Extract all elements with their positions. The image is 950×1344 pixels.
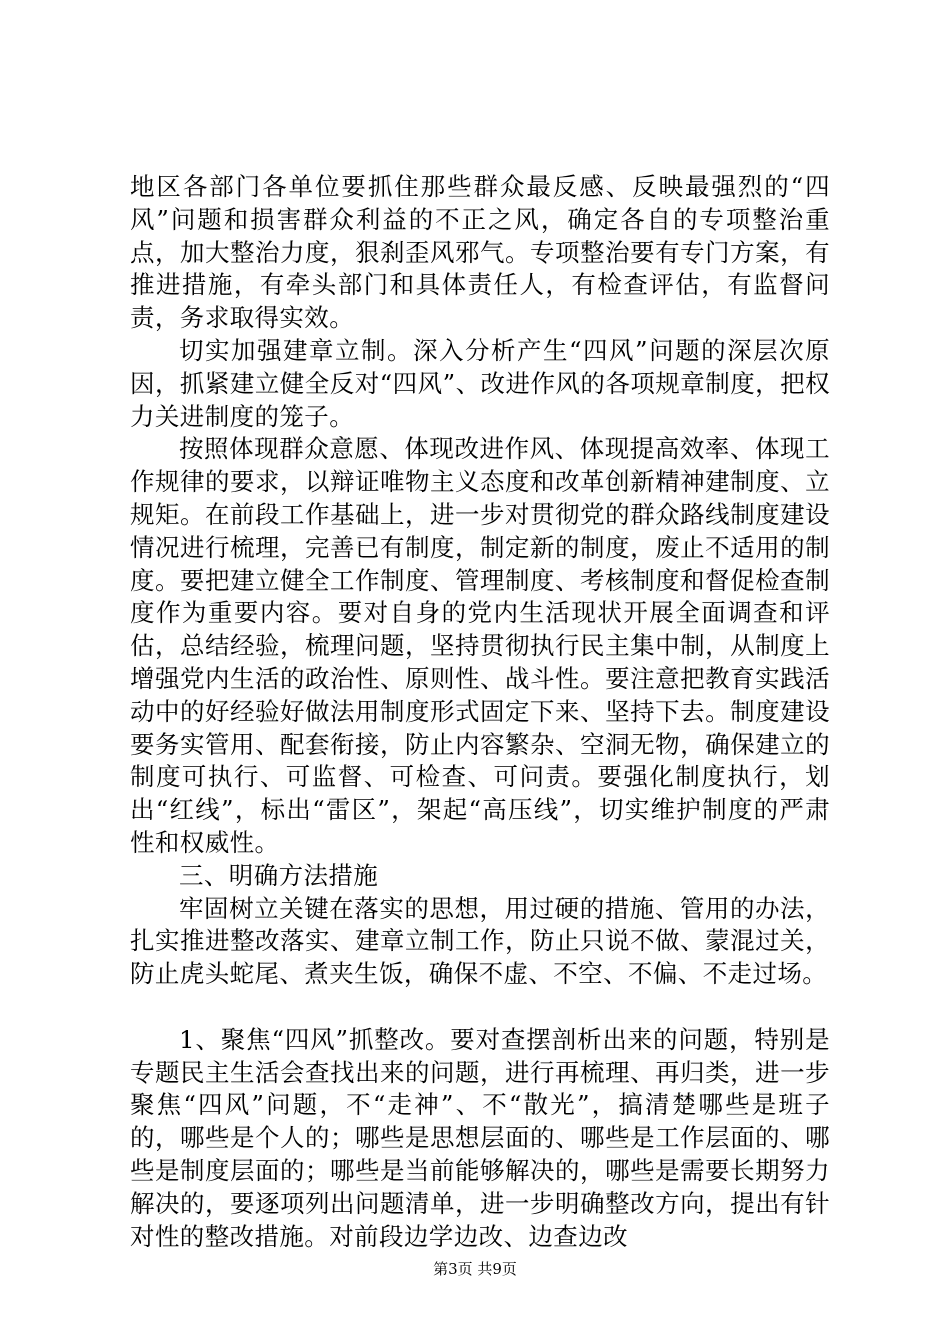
paragraph-special-rectification: 地区各部门各单位要抓住那些群众最反感、反映最强烈的“四风”问题和损害群众利益的不正之风，确定各自的专项整治重点，加大整治力度，狠刹歪风邪气。专项整治要有专门方案，有推进措施，有牵头部门和具体责任人，有检查评估，有监督问责，务求取得实效。 (130, 172, 830, 333)
page-footer: 第3页 共9页 (433, 1260, 517, 1278)
paragraph-spacer (130, 991, 830, 1024)
paragraph-focus-four-winds: 1、聚焦“四风”抓整改。要对查摆剖析出来的问题，特别是专题民主生活会查找出来的问题，进行再梳理、再归类，进一步聚焦“四风”问题，不“走神”、不“散光”，搞清楚哪些是班子的，哪些是个人的；哪些是思想层面的、哪些是工作层面的、哪些是制度层面的；哪些是当前能够解决的，哪些是需要长期努力解决的，要逐项列出问题清单，进一步明确整改方向，提出有针对性的整改措施。对前段边学边改、边查边改 (130, 1024, 830, 1251)
section-heading-methods: 三、明确方法措施 (179, 860, 379, 890)
paragraph-institution-building: 切实加强建章立制。深入分析产生“四风”问题的深层次原因，抓紧建立健全反对“四风”、改进作风的各项规章制度，把权力关进制度的笼子。 (130, 335, 830, 431)
paragraph-implementation: 牢固树立关键在落实的思想，用过硬的措施、管用的办法，扎实推进整改落实、建章立制工作，防止只说不做、蒙混过关，防止虎头蛇尾、煮夹生饭，确保不虚、不空、不偏、不走过场。 (130, 893, 830, 989)
paragraph-system-requirements: 按照体现群众意愿、体现改进作风、体现提高效率、体现工作规律的要求，以辩证唯物主义态度和改革创新精神建制度、立规矩。在前段工作基础上，进一步对贯彻党的群众路线制度建设情况进行梳理，完善已有制度，制定新的制度，废止不适用的制度。要把建立健全工作制度、管理制度、考核制度和督促检查制度作为重要内容。要对自身的党内生活现状开展全面调查和评估，总结经验，梳理问题，坚持贯彻执行民主集中制，从制度上增强党内生活的政治性、原则性、战斗性。要注意把教育实践活动中的好经验好做法用制度形式固定下来、坚持下去。制度建设要务实管用、配套衔接，防止内容繁杂、空洞无物，确保建立的制度可执行、可监督、可检查、可问责。要强化制度执行，划出“红线”，标出“雷区”，架起“高压线”，切实维护制度的严肃性和权威性。 (130, 434, 830, 857)
document-body (130, 171, 830, 1253)
